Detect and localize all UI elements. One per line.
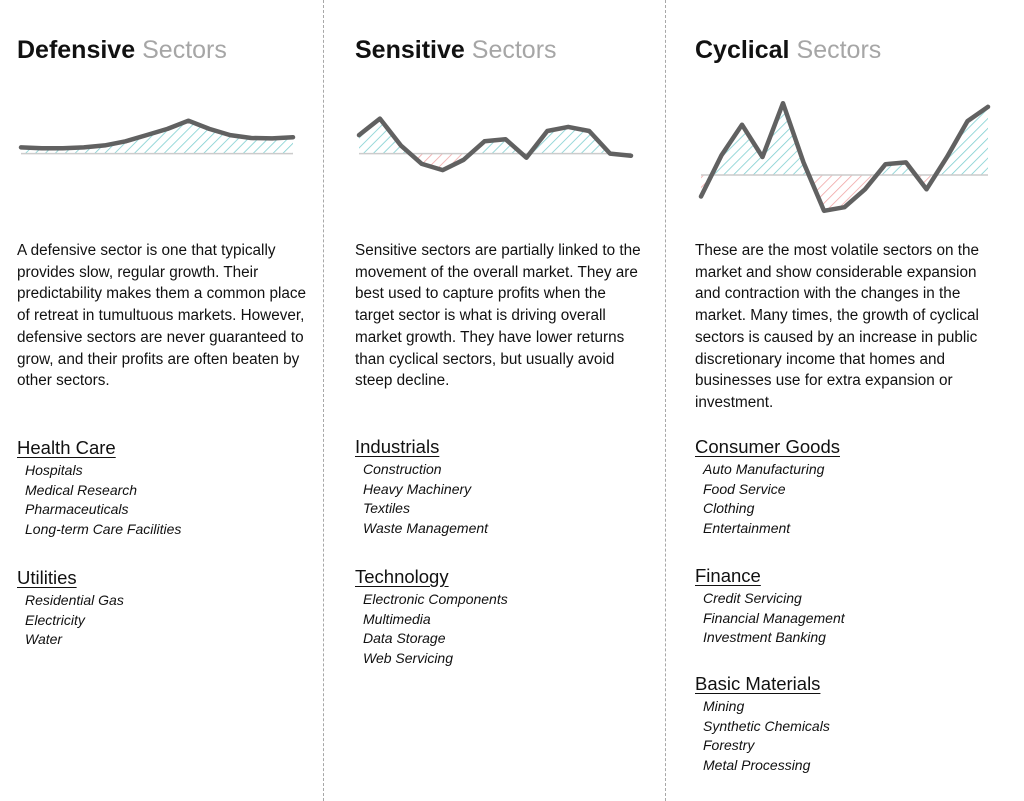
sensitive-column [355, 0, 650, 801]
list-item: Financial Management [703, 609, 845, 626]
title-light: Sectors [471, 36, 557, 64]
list-item: Entertainment [703, 519, 791, 536]
list-item: Residential Gas [25, 592, 124, 608]
sector-group-consumer-goods [695, 436, 840, 538]
group-title: Health Care [17, 437, 116, 458]
list-item: Synthetic Chemicals [703, 717, 830, 734]
sector-group-industrials [355, 436, 488, 538]
column-description: Sensitive sectors are partially linked to the movement of the overall market. They are best used to capture profits when the target sector is what is driving overall market growth. They have lower returns than cyclical sectors, but usually avoid steep decline. [355, 242, 641, 390]
group-title: Technology [355, 566, 449, 587]
list-item: Water [25, 631, 63, 647]
column-title [695, 34, 881, 66]
column-divider-1 [323, 0, 324, 801]
list-item: Multimedia [363, 610, 431, 627]
sector-group-finance [695, 565, 845, 648]
list-item: Construction [363, 461, 442, 477]
defensive-column [17, 0, 312, 801]
list-item: Hospitals [25, 462, 83, 478]
sector-group-technology [355, 566, 508, 668]
column-divider-2 [665, 0, 666, 801]
sector-group-basic-materials [695, 673, 830, 775]
title-bold: Cyclical [695, 36, 790, 64]
title-light: Sectors [142, 36, 227, 64]
list-item: Mining [703, 698, 745, 714]
list-item: Investment Banking [703, 629, 826, 645]
sub-sector-list [695, 589, 845, 648]
column-title [355, 34, 557, 66]
title-light: Sectors [796, 36, 882, 64]
group-title: Finance [695, 565, 761, 586]
list-item: Data Storage [363, 630, 446, 646]
defensive-sparkline [17, 92, 297, 207]
group-title: Consumer Goods [695, 436, 840, 457]
column-description: These are the most volatile sectors on the market and show considerable expansion and contraction with the changes in the market. Many times, the growth of cyclical sectors is caused by an increase in public discretionary income that homes and businesses use for extra expansion or investment. [695, 242, 979, 411]
list-item: Medical Research [25, 481, 138, 498]
sub-sector-list [355, 590, 508, 668]
group-title: Basic Materials [695, 673, 821, 694]
group-title: Utilities [17, 567, 77, 588]
list-item: Clothing [703, 500, 755, 516]
list-item: Food Service [703, 480, 786, 497]
sub-sector-list [695, 697, 830, 775]
sub-sector-list [17, 461, 181, 539]
list-item: Forestry [703, 737, 755, 753]
sub-sector-list [355, 460, 488, 538]
cyclical-column [695, 0, 990, 801]
cyclical-sparkline [697, 92, 992, 222]
list-item: Auto Manufacturing [703, 461, 825, 477]
sensitive-sparkline [355, 92, 635, 207]
column-description: A defensive sector is one that typically provides slow, regular growth. Their predictability makes them a common place of retreat in tumultuous markets. However, defensive sectors are never guaranteed to grow, and their profits are often beaten by other sectors. [17, 242, 307, 390]
sub-sector-list [17, 591, 124, 650]
list-item: Heavy Machinery [363, 480, 472, 497]
group-title: Industrials [355, 436, 440, 457]
list-item: Pharmaceuticals [25, 501, 129, 517]
sector-group-health-care [17, 437, 181, 539]
title-bold: Sensitive [355, 36, 465, 64]
list-item: Electronic Components [363, 591, 508, 607]
list-item: Long-term Care Facilities [25, 520, 182, 537]
title-bold: Defensive [17, 36, 136, 64]
list-item: Textiles [363, 500, 410, 516]
list-item: Credit Servicing [703, 590, 802, 606]
list-item: Web Servicing [363, 649, 454, 666]
list-item: Electricity [25, 611, 85, 628]
list-item: Waste Management [363, 519, 489, 536]
list-item: Metal Processing [703, 756, 811, 773]
column-title [17, 34, 227, 66]
sector-group-utilities [17, 567, 124, 650]
sub-sector-list [695, 460, 840, 538]
